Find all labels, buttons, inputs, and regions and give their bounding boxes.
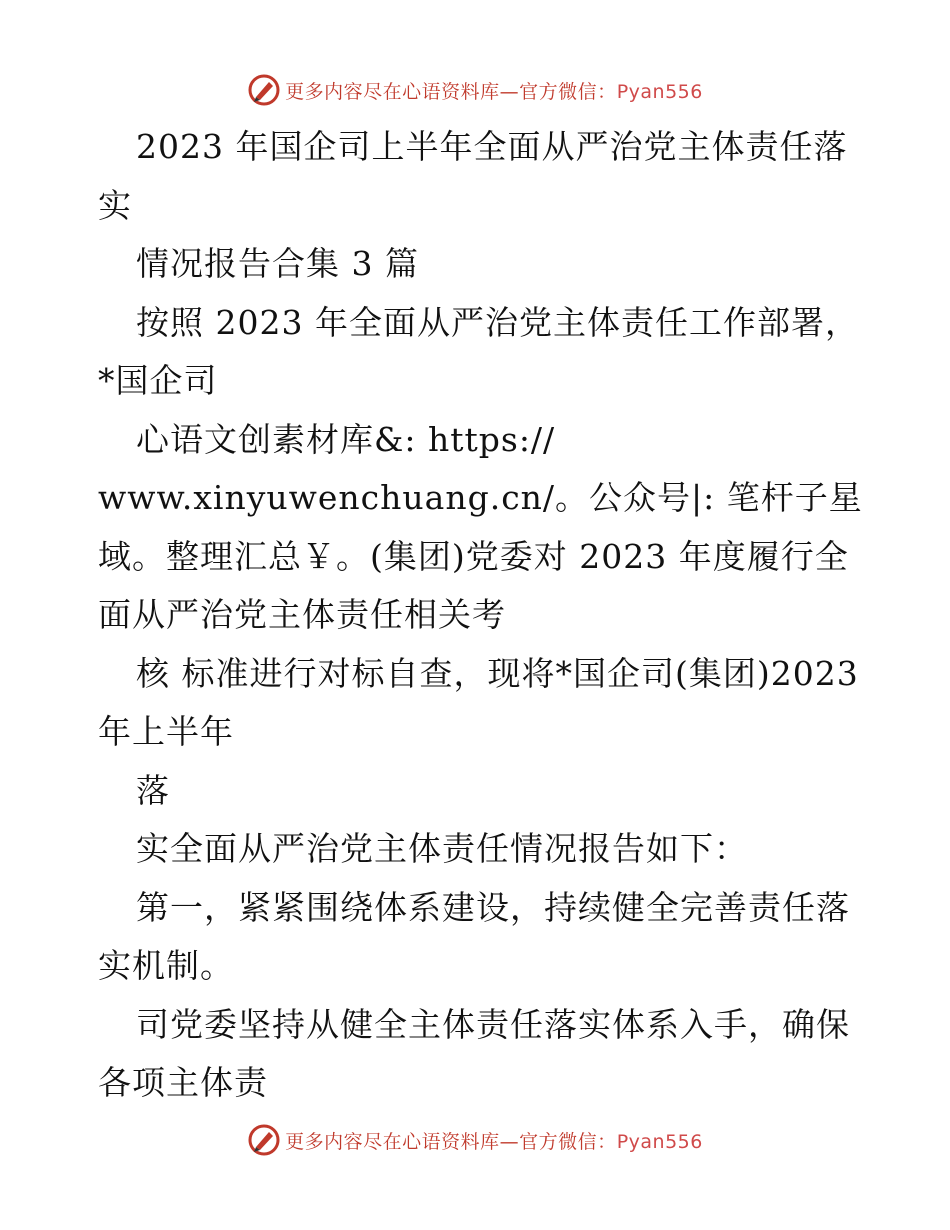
body-line: 各项主体责 (98, 1063, 268, 1102)
body-line: 落 (136, 770, 170, 810)
pen-logo-icon (247, 1123, 281, 1157)
body-line: 实全面从严治党主体责任情况报告如下： (136, 829, 748, 868)
body-line: 2023 年国企司上半年全面从严治党主体责任落 (136, 127, 848, 166)
watermark-banner-top (0, 70, 950, 110)
body-line: 实机制。 (98, 946, 234, 985)
document-body (98, 118, 863, 1113)
watermark-text: 更多内容尽在心语资料库—官方微信：Pyan556 (285, 80, 703, 103)
body-line: 心语文创素材库&: https:// (136, 419, 556, 459)
body-line: 核 标准进行对标自查，现将*国企司(集团)2023 (136, 653, 859, 693)
body-line: 司党委坚持从健全主体责任落实体系入手，确保 (136, 1004, 850, 1044)
watermark-text: 更多内容尽在心语资料库—官方微信：Pyan556 (285, 1130, 703, 1153)
pen-logo-icon (247, 73, 281, 107)
watermark-banner-bottom (0, 1120, 950, 1160)
body-line: 按照 2023 年全面从严治党主体责任工作部署， (136, 302, 859, 342)
body-line: 域。整理汇总￥。(集团)党委对 2023 年度履行全 (98, 536, 849, 576)
body-line: 年上半年 (98, 712, 234, 751)
body-line: www.xinyuwenchuang.cn/。公众号|: 笔杆子星 (98, 478, 863, 517)
body-line: 实 (98, 185, 132, 225)
body-line: 情况报告合集 3 篇 (136, 244, 419, 283)
body-line: 第一，紧紧围绕体系建设，持续健全完善责任落 (136, 887, 850, 927)
body-line: *国企司 (98, 361, 218, 400)
body-line: 面从严治党主体责任相关考 (98, 595, 506, 634)
